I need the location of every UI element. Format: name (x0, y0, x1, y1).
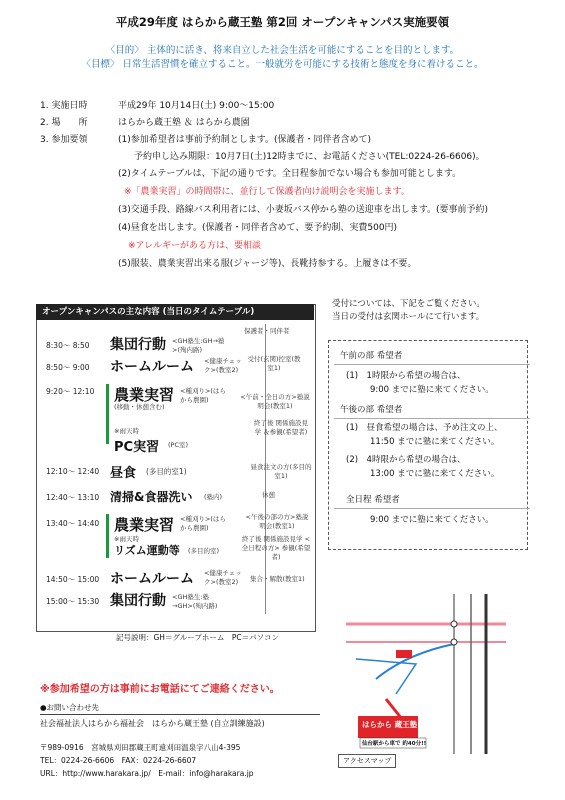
right-2: 受付(玄関)控室(教室1) (247, 355, 301, 372)
req-4-note: ※アレルギーがある方は、要相談 (128, 241, 261, 251)
note-8: (多目的室) (188, 547, 220, 555)
page-title: 平成29年度 はらから蔵王塾 第2回 オープンキャンパス実施要領 (115, 15, 450, 29)
req-1: (1)参加希望者は事前予約制とします。(保護者・同伴者含めて) (118, 135, 372, 145)
req-4: (4)昼食を出します。(保護者・同伴者含めて、要予約制、実費500円) (118, 223, 398, 233)
rain-note-1: ※雨天時 (114, 427, 139, 435)
act-8: リズム運動等 (114, 544, 180, 557)
purpose-line: 〈目的〉 主体的に活き、将来自立した社会生活を可能にすることを目的とします。 (105, 45, 460, 56)
green-bar-2 (106, 514, 109, 558)
footer-rule (40, 714, 320, 715)
act-7: 農業実習 (114, 516, 175, 534)
address: 〒989-0916 宮城県刈田郡蔵王町遠刈田温泉字八山4-395 (40, 743, 241, 752)
pm-1: (1) 昼食希望の場合は、予め注文の上、 (346, 423, 503, 433)
am-rule (334, 364, 530, 365)
pm-title: 午後の部 希望者 (340, 405, 403, 415)
right-9: 集合・解散(教室1) (250, 575, 305, 583)
map-label: はらから 蔵王塾 (362, 720, 418, 729)
note-5: (多目的室1) (146, 467, 187, 476)
tel-fax: TEL：0224-26-6606 FAX：0224-26-6607 (40, 756, 197, 765)
all-title: 全日程 希望者 (346, 495, 400, 505)
reception-line-2: 当日の受付は玄関ホールにて行います。 (332, 312, 485, 322)
date-value: 平成29年 10月14日(土) 9:00～15:00 (118, 101, 275, 111)
legend: 記号説明：GH＝グループホーム PC＝パソコン (116, 633, 279, 642)
contact-head: ●お問い合わせ先 (40, 703, 100, 712)
right-8: 終了後 関係施設見学 <全日程の方> 参観(希望者) (241, 535, 311, 561)
note-4: (PC室) (168, 441, 189, 449)
all-1: 9:00 までに塾に来てください。 (370, 515, 494, 525)
req-2: (2)タイムテーブルは、下記の通りです。全日程参加でない場合も参加可能とします。 (118, 169, 462, 179)
am-title: 午前の部 希望者 (340, 351, 403, 361)
req-5: (5)服装、農業実習出来る服(ジャージ等)、長靴持参する。上履きは不要。 (118, 259, 417, 269)
right-6: 休憩 (262, 491, 275, 499)
note-7: <種刈り>(はらから農園) (180, 515, 226, 532)
time-6: 12:40～ 13:10 (46, 493, 100, 502)
act-10: 集団行動 (110, 593, 166, 609)
time-3: 9:20～ 12:10 (46, 387, 95, 396)
schedule-heading: オープンキャンパスの主な内容 (当日のタイムテーブル) (36, 304, 314, 320)
am-1: (1) 1時限から希望の場合は、 (346, 371, 466, 381)
note-9: <健康チェック>(教室2) (204, 569, 242, 586)
req-3: (3)交通手段、路線バス利用者には、小妻坂バス停から塾の送迎車を出します。(要事前予約) (118, 205, 489, 215)
footer-notice: ※参加希望の方は事前にお電話にてご連絡ください。 (40, 684, 280, 695)
right-1: 保護者・同伴者 (244, 327, 290, 335)
act-2: ホームルーム (110, 359, 194, 375)
note-2: <健康チェック>(教室2) (204, 357, 242, 374)
req-1b: 予約申し込み期限：10月7日(土)12時までに、お電話ください(TEL:0224-26-6606)。 (134, 152, 485, 162)
time-9: 14:50～ 15:00 (46, 575, 100, 584)
act-9: ホームルーム (110, 571, 194, 587)
time-10: 15:00～ 15:30 (46, 597, 100, 606)
note-10: <GH塾生:塾→GH>(殉内路) (172, 593, 218, 610)
act-3: 農業実習 (114, 386, 175, 404)
pm-2b: 13:00 までに塾に来てください。 (370, 469, 500, 479)
note-6: (塾内) (204, 493, 223, 501)
all-rule (334, 508, 530, 509)
pm-2: (2) 4時限から希望の場合は、 (346, 455, 466, 465)
note-1: <GH塾生:GH→塾>(殉内路) (172, 337, 225, 354)
place-value: はらから蔵王塾 ＆ はらから農園 (118, 118, 250, 128)
time-7: 13:40～ 14:40 (46, 519, 100, 528)
org-name: 社会福祉法人はらから福祉会 はらから蔵王塾 (自立訓練施設) (40, 719, 265, 728)
time-2: 8:50～ 9:00 (46, 363, 90, 372)
place-label: 2. 場 所 (40, 118, 88, 128)
right-7: <午後の部の方>塾説明会(教室1) (245, 513, 309, 530)
date-label: 1. 実施日時 (40, 101, 88, 111)
act-1: 集団行動 (110, 337, 166, 353)
green-bar-1 (106, 384, 109, 444)
pm-rule (334, 418, 530, 419)
req-label: 3. 参加要領 (40, 135, 88, 145)
time-5: 12:10～ 12:40 (46, 467, 100, 476)
right-3: <午前・全日の方>塾説明会(教室1) (240, 393, 310, 410)
map-sub: 仙台駅から車で 約40分!! (362, 741, 427, 747)
act-5: 昼食 (110, 466, 137, 481)
right-4: 終了後 関係施設見学 ＆参観(希望者) (253, 419, 309, 436)
url-email: URL：http://www.harakara.jp/ E-mail：info@harakara.jp (40, 769, 254, 778)
sub-1: (移動・休憩含む) (114, 403, 165, 411)
map-caption: アクセスマップ (338, 754, 396, 768)
time-1: 8:30～ 8:50 (46, 341, 90, 350)
rain-note-2: ※雨天時 (114, 535, 139, 543)
reception-line-1: 受付については、下記をご覧ください。 (332, 299, 485, 309)
note-3: <種刈り>(はらから農園) (180, 387, 226, 404)
act-4: PC実習 (114, 440, 160, 455)
goal-line: 〈目標〉 日常生活習慣を確立すること。一般就労を可能にする技術と態度を身に着けること。 (81, 59, 484, 70)
map-graphic (336, 584, 514, 764)
req-2-note: ※「農業実習」の時間帯に、並行して保護者向け説明会を実施します。 (124, 187, 410, 197)
access-map (336, 584, 514, 764)
pm-1b: 11:50 までに塾に来てください。 (370, 437, 500, 447)
right-5: 昼食注文の方(多目的室1) (250, 463, 312, 480)
am-1b: 9:00 までに塾に来てください。 (370, 385, 494, 395)
act-6: 清掃&食器洗い (110, 490, 193, 504)
